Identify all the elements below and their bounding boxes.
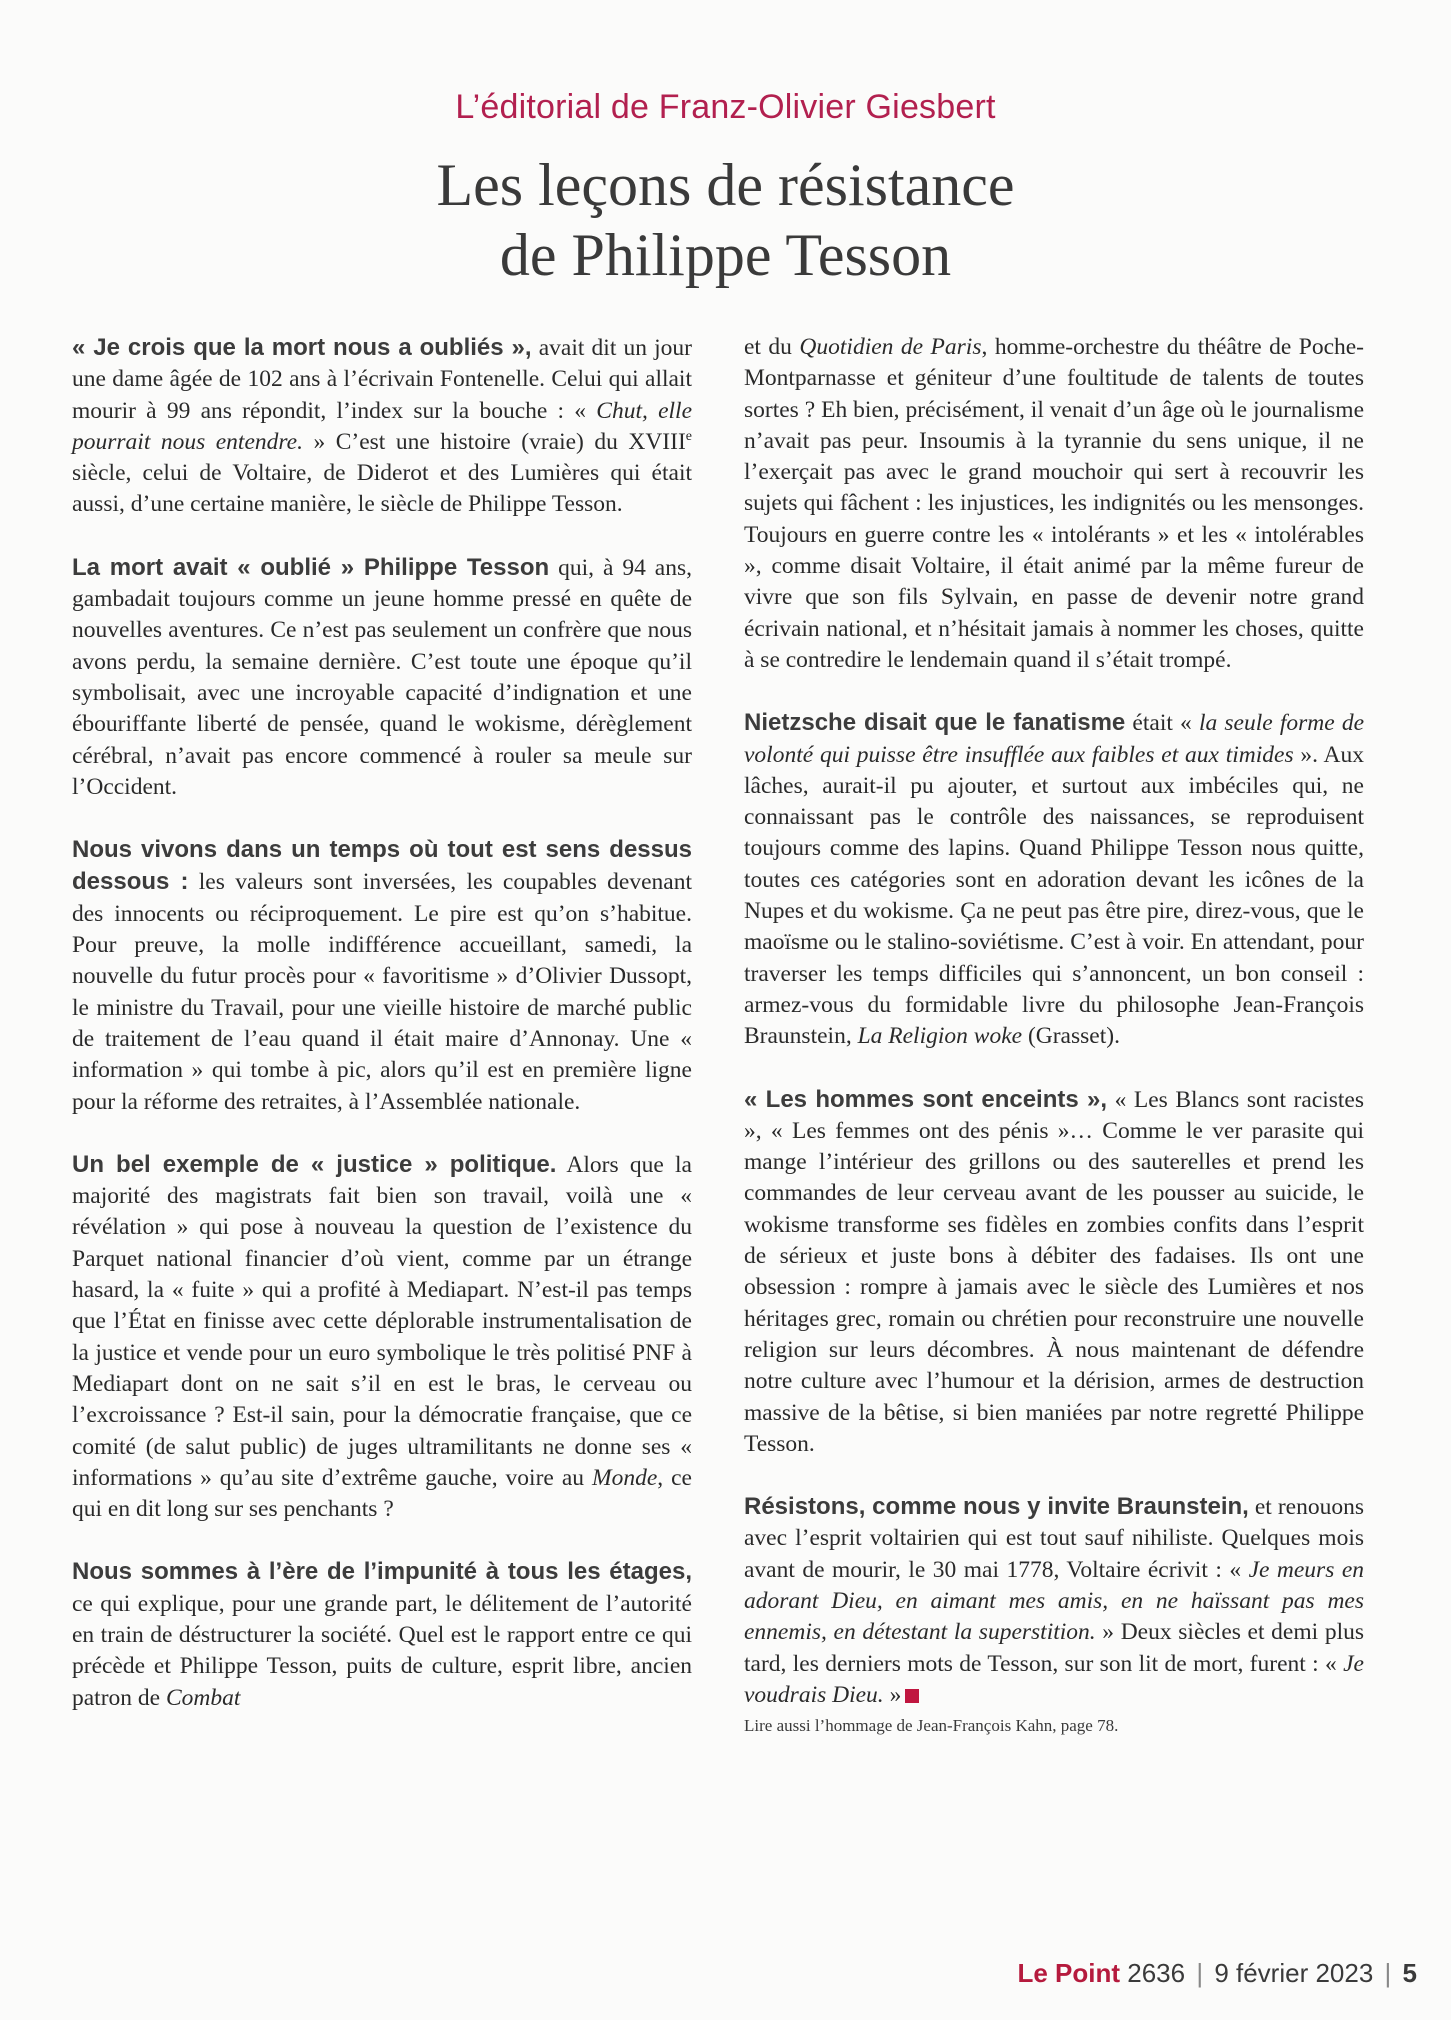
paragraph-text: ». Aux lâches, aurait-il pu ajouter, et surtout aux imbéciles qui, ne connaissant pas le contrôle des naissances, se reproduisent toujours comme des lapins. Quand Philippe Tesson nous quitte, toutes ces catégories sont en adoration devant les icônes de la Nupes et du wokisme. Ça ne peut pas être pire, direz-vous, que le maoïsme ou le stalino-soviétisme. C’est à voir. En attendant, pour traverser les temps difficiles qui s’annoncent, un bon conseil : armez-vous du formidable livre du philosophe Jean-François Braunstein,	[744, 741, 1364, 1050]
paragraph-lead: Nietzsche disait que le fanatisme	[744, 709, 1126, 737]
magazine-brand: Le Point	[1017, 1958, 1120, 1988]
title-line-2: de Philippe Tesson	[499, 222, 952, 288]
paragraph-text: Alors que la majorité des magistrats fait bien son travail, voilà une « révélation » qui pose à nouveau la question de l’existence du Parquet national financier d’où vient, comme par un étrange hasard, la « fuite » qui a profité à Mediapart. N’est-il pas temps que l’État en finisse avec cette déplorable instrumentalisation de la justice et vende pour un euro symbolique le très politisé PNF à Mediapart dont on ne sait s’il en est le bras, le cerveau ou l’excroissance ? Est-il sain, pour la démocratie française, que ce comité (de salut public) de juges ultramilitants ne donne ses « informations » qu’au site d’extrême gauche, voire au	[72, 1151, 692, 1491]
paragraph-5-continued	[744, 332, 1364, 676]
italic-title: Combat	[165, 1684, 241, 1711]
editorial-kicker: L’éditorial de Franz-Olivier Giesbert	[455, 88, 996, 126]
right-column	[744, 332, 1364, 1738]
left-column	[72, 332, 692, 1745]
paragraph-lead: Un bel exemple de « justice » politique.	[72, 1150, 557, 1178]
paragraph-1	[72, 332, 692, 521]
paragraph-lead: « Les hommes sont enceints »,	[744, 1085, 1108, 1113]
paragraph-text: (Grasset).	[1022, 1023, 1120, 1050]
paragraph-text: ce qui explique, pour une grande part, le délitement de l’autorité en train de déstructurer la société. Quel est le rapport entre ce qui précède et Philippe Tesson, puits de culture, esprit libre, ancien patron de	[72, 1590, 692, 1711]
italic-quote: Chut, elle pourrait nous entendre.	[72, 397, 693, 455]
paragraph-6	[744, 707, 1364, 1052]
paragraph-text: les valeurs sont inversées, les coupables devenant des innocents ou réciproquement. Le pire est qu’on s’habitue. Pour preuve, la molle indifférence accueillant, samedi, la nouvelle du futur procès pour « favoritisme » d’Olivier Dussopt, le ministre du Travail, pour une vieille histoire de marché public de traitement de l’eau quand il était maire d’Annonay. Une « information » qui tombe à pic, alors qu’il est en première ligne pour la réforme des retraites, à l’Assemblée nationale.	[72, 869, 692, 1115]
paragraph-text: , homme-orchestre du théâtre de Poche-Montparnasse et géniteur d’une foultitude de talents de toutes sortes ? Eh bien, précisément, il venait d’un âge où le journalisme n’avait pas peur. Insoumis à la tyrannie du sens unique, il ne l’exerçait pas avec le grand mouchoir qui sert à recouvrir les sujets qui fâchent : les injustices, les indignités ou les mensonges. Toujours en guerre contre les « intolérants » et les « intolérables », comme disait Voltaire, il était animé par la même fureur de vivre que son fils Sylvain, en passe de devenir notre grand écrivain national, et n’hésitait jamais à nommer les choses, quitte à se contredire le lendemain quand il s’était trompé.	[744, 334, 1365, 673]
italic-title: La Religion woke	[857, 1023, 1023, 1050]
paragraph-text: » Deux siècles et demi plus tard, les derniers mots de Tesson, sur son lit de mort, furent : «	[744, 1619, 1364, 1677]
paragraph-text: »	[883, 1681, 902, 1708]
issue-number: 2636	[1127, 1958, 1186, 1988]
paragraph-lead: Nous sommes à l’ère de l’impunité à tous les étages,	[72, 1558, 692, 1586]
page-number: 5	[1402, 1958, 1417, 1988]
paragraph-text: « Les Blancs sont racistes », « Les femmes ont des pénis »… Comme le ver parasite qui mange l’intérieur des grillons ou des sauterelles et prend les commandes de leur cerveau avant de les pousser au suicide, le wokisme transforme ses fidèles en zombies confits dans l’esprit de sérieux et juste bons à débiter des fadaises. Ils ont une obsession : rompre à jamais avec le siècle des Lumières et nos héritages grec, romain ou chrétien pour reconstruire une nouvelle religion sur leurs décombres. À nous maintenant de défendre notre culture avec l’humour et la dérision, armes de destruction massive de la bêtise, si bien maniées par notre regretté Philippe Tesson.	[744, 1086, 1364, 1457]
issue-date: 9 février 2023	[1214, 1958, 1374, 1988]
page-footer	[1017, 1958, 1417, 1989]
paragraph-2	[72, 552, 692, 803]
italic-title: Quotidien de Paris	[799, 334, 982, 360]
italic-quote: Je voudrais Dieu.	[744, 1650, 1364, 1708]
paragraph-5	[72, 1556, 692, 1713]
superscript: e	[685, 429, 692, 445]
footer-separator: |	[1196, 1958, 1204, 1988]
paragraph-lead: Résistons, comme nous y invite Braunstein,	[744, 1493, 1249, 1521]
italic-quote: Je meurs en adorant Dieu, en aimant mes amis, en ne haïssant pas mes ennemis, en détestant la superstition.	[744, 1556, 1365, 1646]
paragraph-4	[72, 1149, 692, 1526]
article-title	[0, 150, 1451, 290]
paragraph-lead: « Je crois que la mort nous a oubliés »,	[72, 334, 532, 361]
end-mark-square	[905, 1689, 919, 1703]
title-line-1: Les leçons de résistance	[436, 152, 1015, 218]
footer-separator: |	[1384, 1958, 1392, 1988]
paragraph-text: qui, à 94 ans, gambadait toujours comme un jeune homme pressé en quête de nouvelles aventures. Ce n’est pas seulement un confrère que nous avons perdu, la semaine dernière. C’est toute une époque qu’il symbolisait, avec une incroyable capacité d’indignation et une ébouriffante liberté de pensée, quand le wokisme, dérèglement cérébral, n’avait pas encore commencé à rouler sa meule sur l’Occident.	[72, 554, 692, 800]
paragraph-8	[744, 1491, 1364, 1711]
paragraph-text: siècle, celui de Voltaire, de Diderot et des Lumières qui était aussi, d’une certaine manière, le siècle de Philippe Tesson.	[72, 460, 692, 518]
paragraph-7	[744, 1084, 1364, 1461]
paragraph-lead: Nous vivons dans un temps où tout est sens dessus dessous :	[72, 836, 692, 896]
paragraph-text: était «	[1125, 710, 1199, 737]
paragraph-lead: La mort avait « oublié » Philippe Tesson	[72, 553, 550, 581]
paragraph-text: » C’est une histoire (vraie) du XVIII	[302, 428, 686, 455]
paragraph-text: avait dit un jour une dame âgée de 102 ans à l’écrivain Fontenelle. Celui qui allait mourir à 99 ans répondit, l’index sur la bouche : «	[72, 335, 692, 424]
paragraph-text: et renouons avec l’esprit voltairien qui est tout sauf nihiliste. Quelques mois avant de mourir, le 30 mai 1778, Voltaire écrivit : «	[744, 1494, 1364, 1583]
paragraph-3	[72, 834, 692, 1118]
see-also-note: Lire aussi l’hommage de Jean-François Kahn, page 78.	[744, 1716, 1119, 1736]
italic-title: Monde	[592, 1464, 658, 1491]
italic-quote: la seule forme de volonté qui puisse être insufflée aux faibles et aux timides	[744, 710, 1365, 768]
paragraph-text: et du	[744, 334, 800, 360]
paragraph-text: , ce qui en dit long sur ses penchants ?	[72, 1464, 692, 1523]
